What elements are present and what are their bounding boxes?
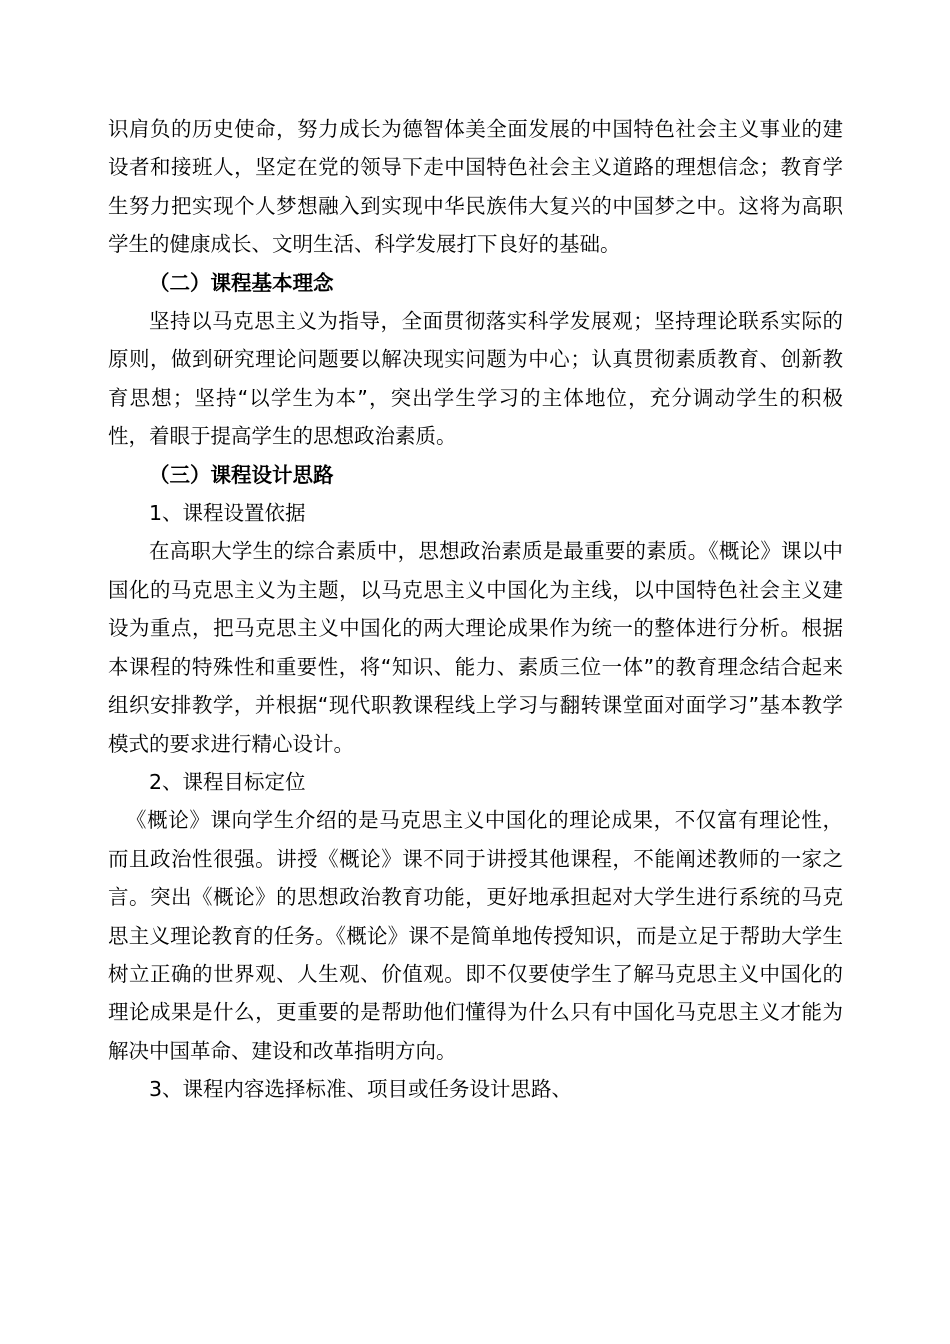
subheading-content-selection: 3、课程内容选择标准、项目或任务设计思路、 [149, 1077, 573, 1102]
paragraph-basic-concept: 坚持以马克思主义为指导，全面贯彻落实科学发展观；坚持理论联系实际的原则，做到研究理论问题要以解决现实问题为中心；认真贯彻素质教育、创新教育思想；坚持“以学生为本”，突出学生学习的主体地位，充分调动学生的积极性，着眼于提高学生的思想政治素质。 [108, 309, 843, 449]
subheading-course-basis: 1、课程设置依据 [149, 501, 306, 526]
paragraph-course-goal: 《概论》课向学生介绍的是马克思主义中国化的理论成果，不仅富有理论性，而且政治性很强。讲授《概论》课不同于讲授其他课程，不能阐述教师的一家之言。突出《概论》的思想政治教育功能，更好地承担起对大学生进行系统的马克思主义理论教育的任务。《概论》课不是简单地传授知识，而是立足于帮助大学生树立正确的世界观、人生观、价值观。即不仅要使学生了解马克思主义中国化的理论成果是什么，更重要的是帮助他们懂得为什么只有中国化马克思主义才能为解决中国革命、建设和改革指明方向。 [108, 808, 843, 1063]
heading-basic-concept: （二）课程基本理念 [149, 270, 334, 295]
paragraph-mission: 识肩负的历史使命，努力成长为德智体美全面发展的中国特色社会主义事业的建设者和接班人，坚定在党的领导下走中国特色社会主义道路的理想信念；教育学生努力把实现个人梦想融入到实现中华民族伟大复兴的中国梦之中。这将为高职学生的健康成长、文明生活、科学发展打下良好的基础。 [108, 117, 843, 257]
paragraph-course-basis: 在高职大学生的综合素质中，思想政治素质是最重要的素质。《概论》课以中国化的马克思主义为主题，以马克思主义中国化为主线，以中国特色社会主义建设为重点，把马克思主义中国化的两大理论成果作为统一的整体进行分析。根据本课程的特殊性和重要性，将“知识、能力、素质三位一体”的教育理念结合起来组织安排教学，并根据“现代职教课程线上学习与翻转课堂面对面学习”基本教学模式的要求进行精心设计。 [108, 539, 843, 756]
document-page [108, 110, 843, 1109]
heading-design-idea: （三）课程设计思路 [149, 462, 334, 487]
subheading-course-goal: 2、课程目标定位 [149, 769, 306, 794]
